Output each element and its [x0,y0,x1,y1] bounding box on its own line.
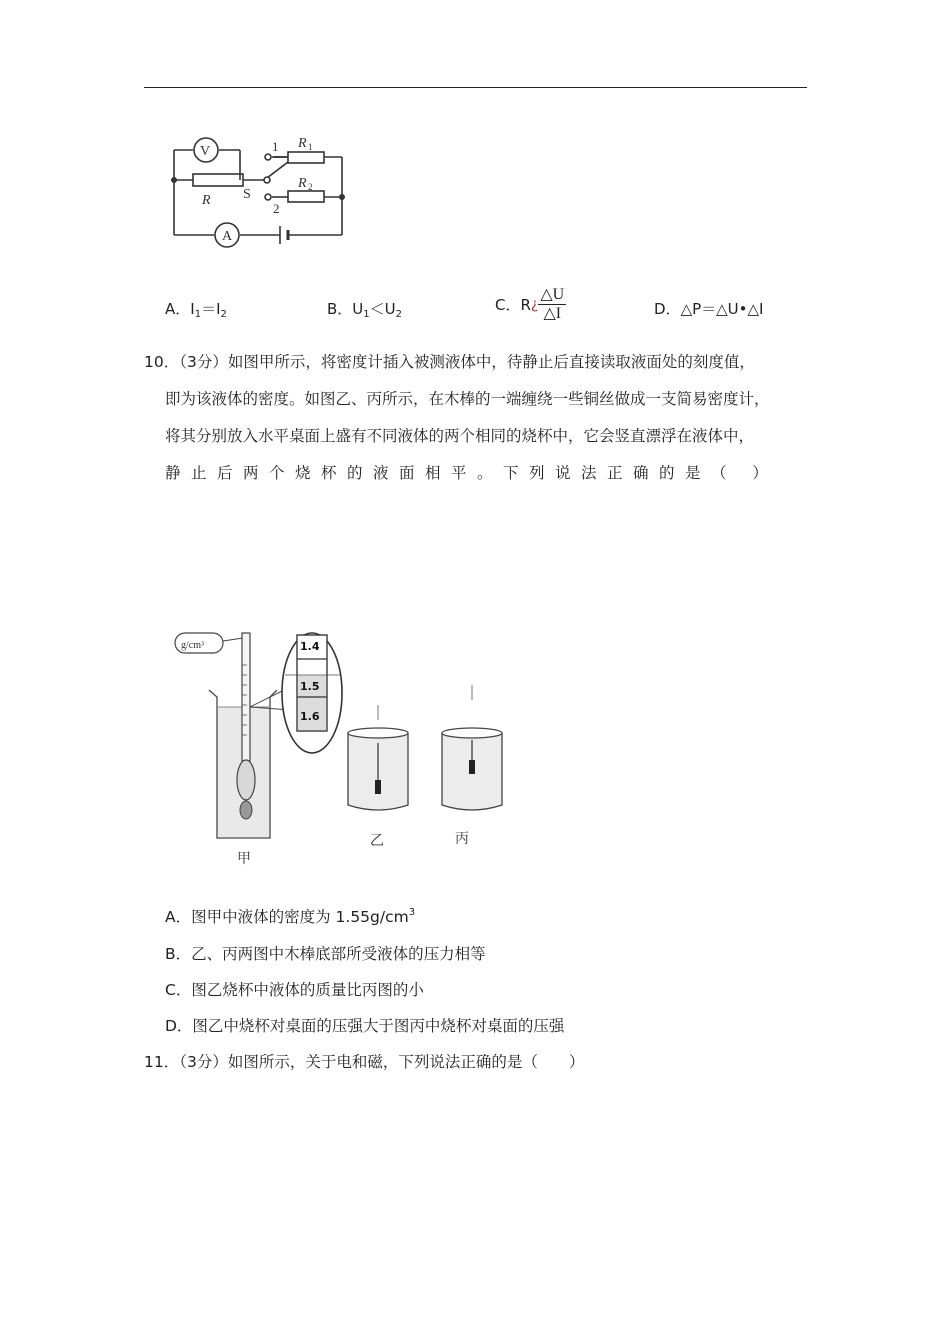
label-jia: 甲 [237,851,251,867]
label-yi: 乙 [370,833,384,849]
circuit-diagram [160,125,360,255]
r2-sub: 2 [308,182,313,192]
switch-pos1: 1 [272,139,279,154]
q9-option-b[interactable]: B．$U_1<U_2$ [327,300,403,320]
scale-1-6: 1.6 [300,710,320,723]
q10-line-2: 即为该液体的密度。如图乙、丙所示，在木棒的一端缠绕一些铜丝做成一支简易密度计， [165,390,770,408]
q10-line-4: 静止后两个烧杯的液面相平。下列说法正确的是（ ） [165,464,779,482]
q10-option-d[interactable]: D．图乙中烧杯对桌面的压强大于图丙中烧杯对桌面的压强 [165,1017,565,1035]
r2-label: R [298,176,307,191]
switch-label: S [243,187,251,202]
resistor-r-label: R [202,193,211,208]
hydrometer-stem [242,633,250,761]
junction-left [171,177,177,183]
q10-line-3: 将其分别放入水平桌面上盛有不同液体的两个相同的烧杯中，它会竖直漂浮在液体中， [165,427,755,445]
r1-sub: 1 [308,142,313,152]
hydrometer-weight [240,801,252,819]
copper-yi [375,780,381,794]
header-rule [144,87,807,88]
q11-line-1: 11．（3分）如图所示，关于电和磁，下列说法正确的是（ ） [144,1053,585,1071]
junction-right [339,194,345,200]
ammeter-label: A [222,229,233,244]
hydrometer-bulb [237,760,255,800]
q10-option-a[interactable]: A．图甲中液体的密度为 $1.55g/cm^3$ [165,907,416,926]
scale-1-5: 1.5 [300,680,320,693]
q10-option-c[interactable]: C．图乙烧杯中液体的质量比丙图的小 [165,981,424,999]
copper-bing [469,760,475,774]
q9-option-a[interactable]: A．$I_1=I_2$ [165,300,227,320]
q9-option-c[interactable]: C．R¿ $\frac{\triangle U}{\triangle I}$ [495,286,565,322]
switch-pos2: 2 [273,201,280,216]
r1-label: R [298,136,307,151]
hydrometer-figure [165,625,525,870]
q10-option-b[interactable]: B．乙、丙两图中木棒底部所受液体的压力相等 [165,945,486,963]
delta-fraction: $\frac{\triangle U}{\triangle I}$ [540,286,565,322]
voltmeter-label: V [200,144,211,159]
label-bing: 丙 [455,831,469,847]
scale-1-4: 1.4 [300,640,320,653]
q9-option-d[interactable]: D．△P＝△U•△I [654,300,764,318]
q10-line-1: 10．（3分）如图甲所示，将密度计插入被测液体中，待静止后直接读取液面处的刻度值， [144,353,755,371]
unit-label: g/cm³ [181,640,204,651]
